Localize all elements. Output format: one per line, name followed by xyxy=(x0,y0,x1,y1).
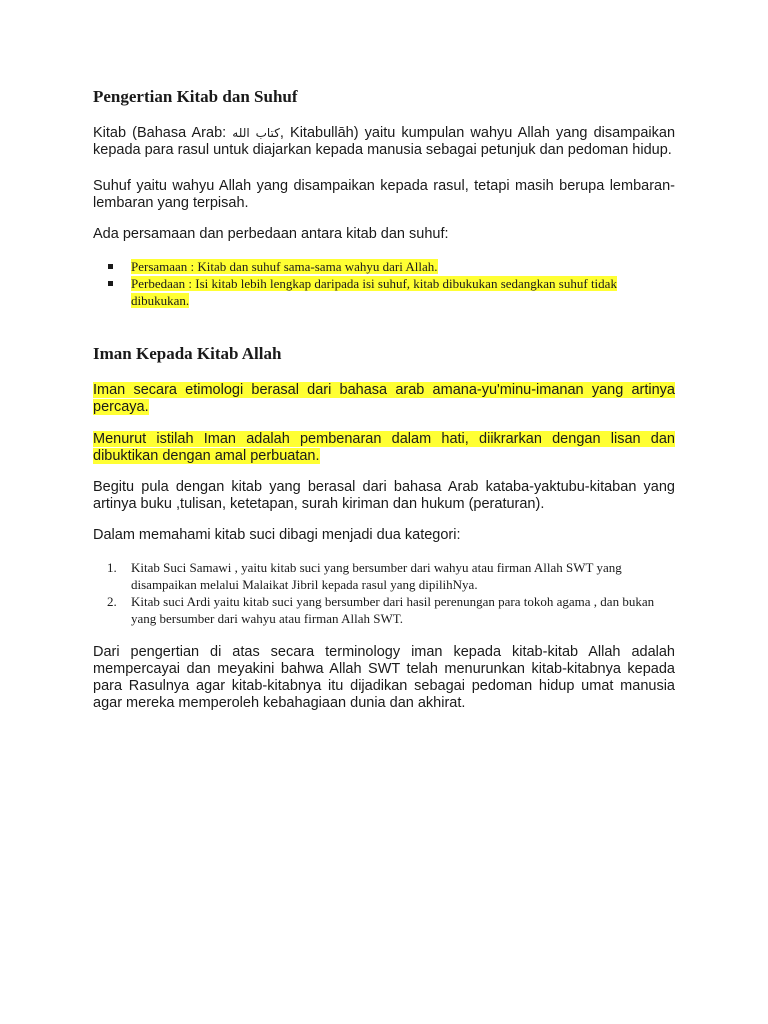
highlighted-text: Menurut istilah Iman adalah pembenaran dalam hati, diikrarkan dengan lisan dan dibuktikan dengan amal perbuatan. xyxy=(93,431,675,464)
list-item xyxy=(93,593,675,627)
paragraph-kitab-definition xyxy=(93,125,675,159)
list-item-text: Kitab suci Ardi yaitu kitab suci yang bersumber dari hasil perenungan para tokoh agama , dan bukan yang bersumber dari wahyu atau firman Allah SWT. xyxy=(131,594,655,626)
paragraph-suhuf-definition: Suhuf yaitu wahyu Allah yang disampaikan kepada rasul, tetapi masih berupa lembaran-lembaran yang terpisah. xyxy=(93,178,675,211)
bullet-icon xyxy=(108,264,113,269)
list-item-text: Kitab Suci Samawi , yaitu kitab suci yang bersumber dari wahyu atau firman Allah SWT yang disampaikan melalui Malaikat Jibril kepada rasul yang dipilihNya. xyxy=(131,560,622,592)
paragraph-comparison-intro: Ada persamaan dan perbedaan antara kitab dan suhuf: xyxy=(93,226,449,242)
list-item xyxy=(93,258,675,275)
list-item xyxy=(93,275,675,309)
arabic-term: كتاب الله xyxy=(232,126,280,140)
kitab-text-end: , Kitabullāh) yaitu kumpulan wahyu Allah yang disampaikan kepada para rasul untuk diajarkan kepada manusia sebagai petunjuk dan pedoman hidup. xyxy=(93,125,676,158)
list-item xyxy=(93,559,675,593)
bullet-icon xyxy=(108,281,113,286)
paragraph-iman-etymology xyxy=(93,382,675,416)
paragraph-iman-term xyxy=(93,431,675,465)
section-title-kitab-suhuf: Pengertian Kitab dan Suhuf xyxy=(93,87,298,106)
section-title-iman-kitab: Iman Kepada Kitab Allah xyxy=(93,344,282,363)
paragraph-conclusion: Dari pengertian di atas secara terminology iman kepada kitab-kitab Allah adalah mempercayai dan meyakini bahwa Allah SWT telah menurunkan kitab-kitabnya kepada para Rasulnya agar kitab-kitabnya itu dijadikan sebagai pedoman hidup umat manusia agar mereka memperoleh kebahagiaan dunia dan akhirat. xyxy=(93,644,675,711)
comparison-bullet-list xyxy=(93,258,675,309)
paragraph-categories-intro: Dalam memahami kitab suci dibagi menjadi dua kategori: xyxy=(93,527,461,543)
kitab-text-start: Kitab (Bahasa Arab: xyxy=(93,125,233,141)
list-item-text: Persamaan : Kitab dan suhuf sama-sama wahyu dari Allah. xyxy=(131,259,438,274)
categories-numbered-list xyxy=(93,559,675,627)
list-item-text: Perbedaan : Isi kitab lebih lengkap daripada isi suhuf, kitab dibukukan sedangkan suhuf tidak dibukukan. xyxy=(131,276,617,308)
list-number: 1. xyxy=(107,560,117,575)
list-number: 2. xyxy=(107,594,117,609)
paragraph-kitab-etymology: Begitu pula dengan kitab yang berasal dari bahasa Arab kataba-yaktubu-kitaban yang artinya buku ,tulisan, ketetapan, surah kiriman dan hukum (peraturan). xyxy=(93,479,675,512)
highlighted-text: Iman secara etimologi berasal dari bahasa arab amana-yu'minu-imanan yang artinya percaya. xyxy=(93,382,675,415)
